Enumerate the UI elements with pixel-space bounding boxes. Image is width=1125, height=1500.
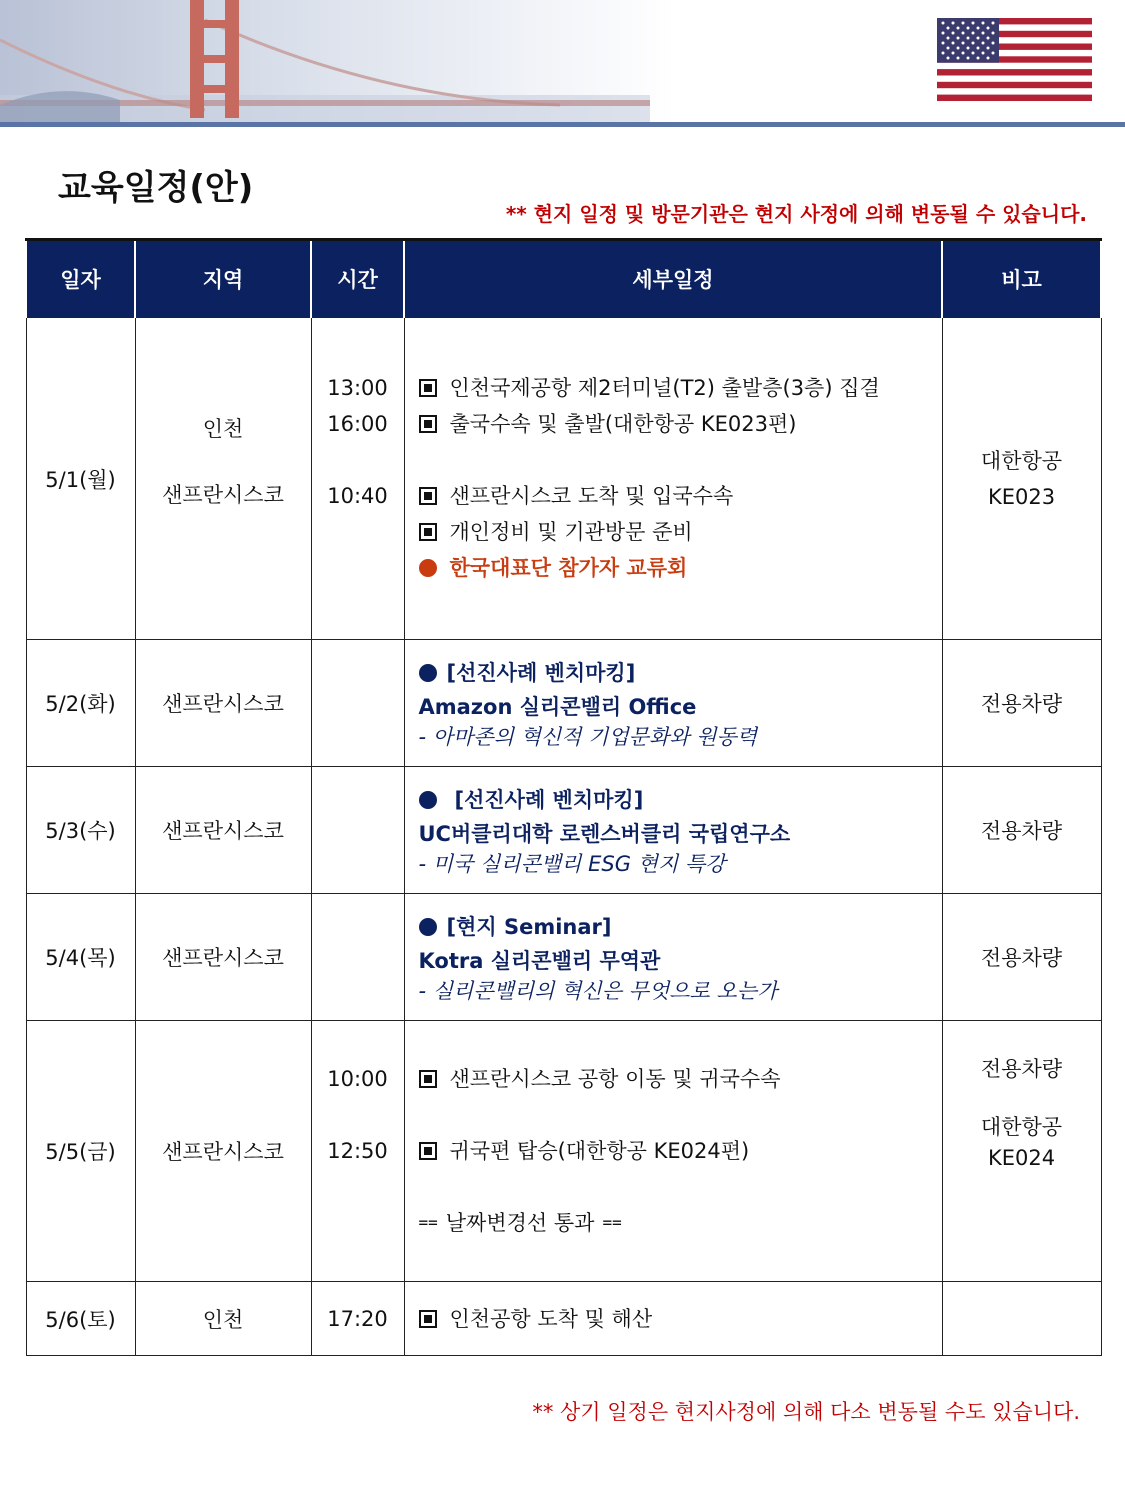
- time-cell: [311, 640, 404, 767]
- list-item: 개인정비 및 기관방문 준비: [419, 514, 941, 550]
- region-cell: 샌프란시스코: [135, 767, 311, 894]
- visit-topic: - 실리콘밸리의 혁신은 무엇으로 오는가: [418, 979, 778, 1003]
- column-header-remarks: 비고: [942, 240, 1101, 318]
- time-cell: [311, 1021, 404, 1282]
- highlight-item: 한국대표단 참가자 교류회: [419, 550, 941, 586]
- table-row: [26, 640, 1101, 767]
- bottom-notice: ** 상기 일정은 현지사정에 의해 다소 변동될 수도 있습니다.: [532, 1400, 1080, 1424]
- red-bullet-icon: [419, 559, 437, 577]
- list-item: 인천국제공항 제2터미널(T2) 출발층(3층) 집결: [419, 370, 941, 406]
- visit-heading: [선진사례 벤치마킹]: [419, 782, 941, 818]
- table-row: [26, 894, 1101, 1021]
- list-item: 샌프란시스코 도착 및 입국수속: [419, 478, 941, 514]
- list-item: 샌프란시스코 공항 이동 및 귀국수속: [419, 1061, 941, 1097]
- details-cell: [404, 894, 942, 1021]
- column-header-details: 세부일정: [404, 240, 942, 318]
- remark-text: 대한항공: [980, 1115, 1063, 1139]
- date-cell: 5/5(금): [26, 1021, 135, 1282]
- visit-topic: - 미국 실리콘밸리 ESG 현지 특강: [418, 852, 726, 876]
- date-cell: 5/4(목): [26, 894, 135, 1021]
- time-cell: [311, 767, 404, 894]
- us-flag-icon: [937, 18, 1092, 101]
- column-header-date: 일자: [26, 240, 135, 318]
- visit-heading: [선진사례 벤치마킹]: [419, 655, 941, 691]
- table-header-row: [26, 240, 1101, 318]
- page-title: 교육일정(안): [58, 168, 254, 208]
- time-cell: [311, 318, 404, 640]
- dateline-mark: ==: [602, 1213, 622, 1232]
- schedule-table: [25, 238, 1102, 1356]
- list-item: 귀국편 탑승(대한항공 KE024편): [419, 1133, 941, 1169]
- visit-place: Amazon 실리콘밸리 Office: [418, 695, 697, 719]
- table-row: [26, 318, 1101, 640]
- remark-text: KE024: [987, 1146, 1056, 1170]
- remark-text: 전용차량: [980, 1057, 1063, 1081]
- remark-text: KE023: [987, 484, 1056, 509]
- checkbox-square-icon: [419, 379, 437, 397]
- checkbox-square-icon: [419, 523, 437, 541]
- region-cell: 인천: [135, 1282, 311, 1356]
- checkbox-square-icon: [419, 415, 437, 433]
- region-text: 샌프란시스코: [162, 482, 284, 507]
- time-text: 12:50: [327, 1139, 388, 1163]
- region-cell: 샌프란시스코: [135, 894, 311, 1021]
- region-cell: [135, 318, 311, 640]
- remarks-cell: 전용차량: [942, 640, 1101, 767]
- checkbox-square-icon: [419, 1142, 437, 1160]
- details-cell: [404, 1021, 942, 1282]
- visit-place: UC버클리대학 로렌스버클리 국립연구소: [418, 822, 791, 846]
- time-text: 10:00: [327, 1067, 388, 1091]
- visit-place: Kotra 실리콘밸리 무역관: [418, 949, 661, 973]
- column-header-time: 시간: [311, 240, 404, 318]
- details-cell: [404, 640, 942, 767]
- table-row: [26, 1021, 1101, 1282]
- time-text: 16:00: [327, 412, 388, 436]
- checkbox-square-icon: [419, 1070, 437, 1088]
- time-text: 10:40: [327, 484, 388, 508]
- region-text: 인천: [202, 416, 244, 441]
- remark-text: 대한항공: [980, 448, 1063, 473]
- remarks-cell: 전용차량: [942, 767, 1101, 894]
- time-cell: [311, 894, 404, 1021]
- details-cell: [404, 1282, 942, 1356]
- top-notice: ** 현지 일정 및 방문기관은 현지 사정에 의해 변동될 수 있습니다.: [505, 202, 1087, 226]
- time-text: 13:00: [327, 376, 388, 400]
- details-cell: [404, 318, 942, 640]
- golden-gate-bridge-icon: [0, 0, 650, 123]
- table-row: [26, 1282, 1101, 1356]
- visit-heading: [현지 Seminar]: [419, 909, 941, 945]
- remarks-cell: 전용차량: [942, 894, 1101, 1021]
- date-cell: 5/2(화): [26, 640, 135, 767]
- table-row: [26, 767, 1101, 894]
- date-cell: 5/1(월): [26, 318, 135, 640]
- visit-topic: - 아마존의 혁신적 기업문화와 원동력: [418, 725, 758, 749]
- dateline-text: 날짜변경선 통과: [445, 1211, 595, 1235]
- navy-bullet-icon: [419, 918, 437, 936]
- remarks-cell: [942, 1282, 1101, 1356]
- list-item: 출국수속 및 출발(대한항공 KE023편): [419, 406, 941, 442]
- checkbox-square-icon: [419, 1310, 437, 1328]
- navy-bullet-icon: [419, 664, 437, 682]
- list-item: 인천공항 도착 및 해산: [419, 1301, 941, 1337]
- region-cell: 샌프란시스코: [135, 1021, 311, 1282]
- navy-bullet-icon: [419, 791, 437, 809]
- remarks-cell: [942, 1021, 1101, 1282]
- checkbox-square-icon: [419, 487, 437, 505]
- region-cell: 샌프란시스코: [135, 640, 311, 767]
- dateline-mark: ==: [418, 1213, 438, 1232]
- column-header-region: 지역: [135, 240, 311, 318]
- time-cell: 17:20: [311, 1282, 404, 1356]
- header-rule: [0, 122, 1125, 127]
- dateline-note: [419, 1205, 941, 1241]
- date-cell: 5/6(토): [26, 1282, 135, 1356]
- date-cell: 5/3(수): [26, 767, 135, 894]
- remarks-cell: [942, 318, 1101, 640]
- details-cell: [404, 767, 942, 894]
